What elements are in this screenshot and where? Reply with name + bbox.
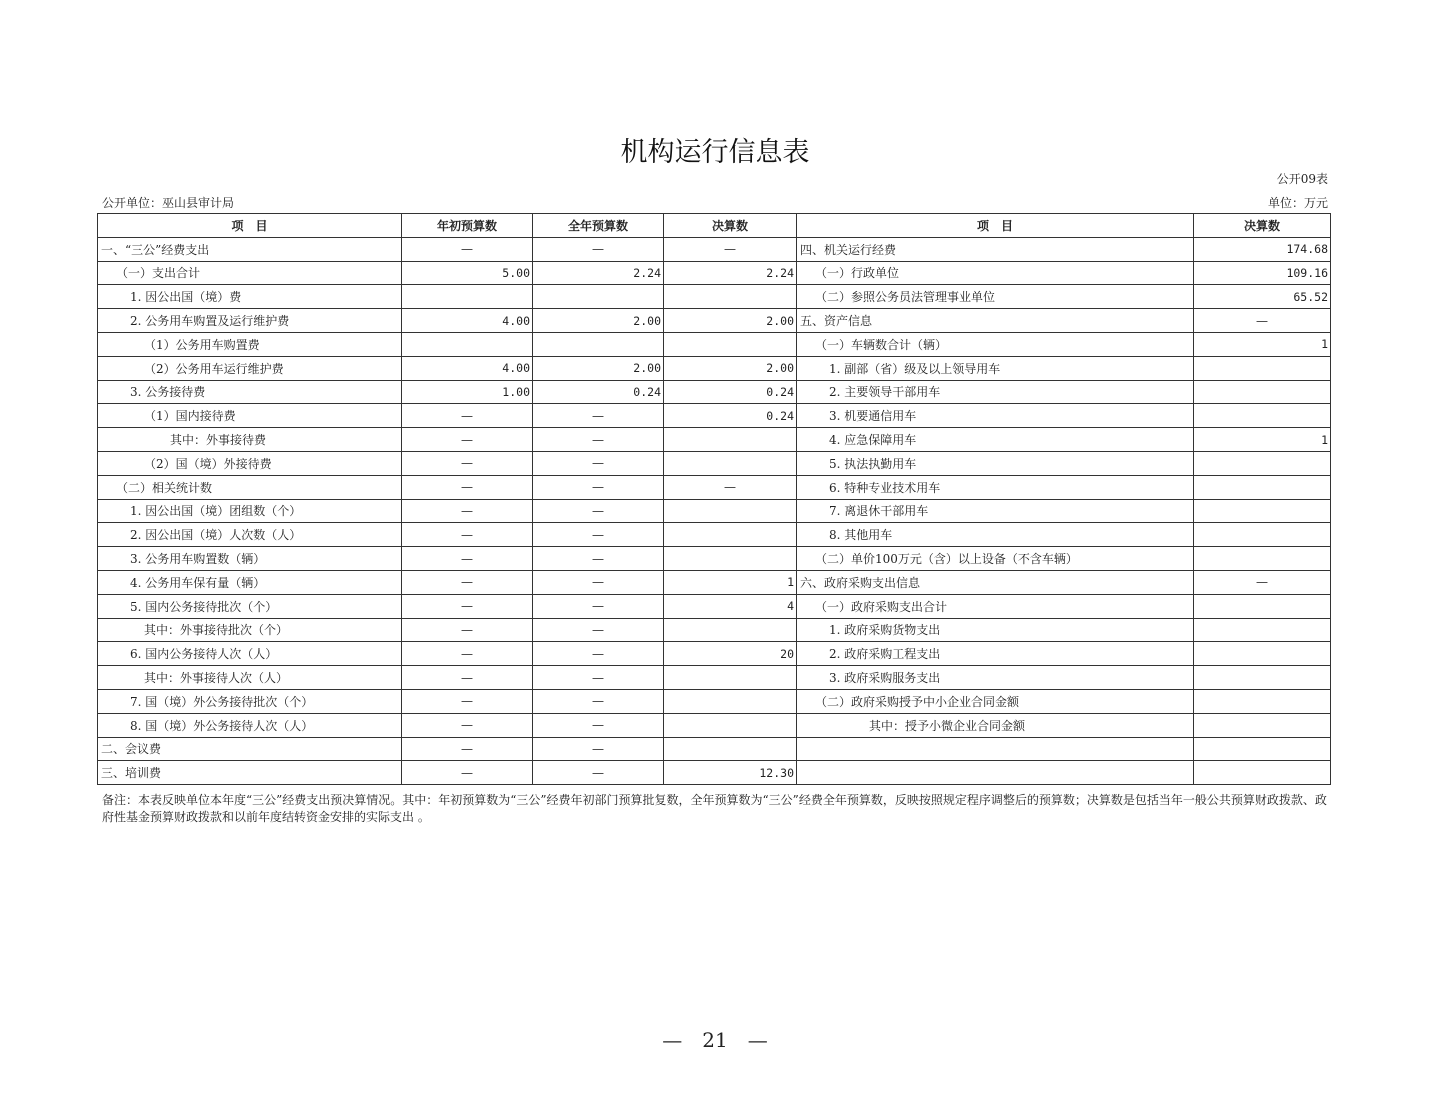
cell-initial-budget: — xyxy=(402,761,533,785)
cell-initial-budget: — xyxy=(402,237,533,261)
cell-initial-budget: — xyxy=(402,570,533,594)
header-final-account-right: 决算数 xyxy=(1194,214,1331,238)
cell-initial-budget: — xyxy=(402,404,533,428)
cell-final-account xyxy=(664,737,797,761)
cell-item-left: （二）相关统计数 xyxy=(98,475,402,499)
table-row xyxy=(98,594,1331,618)
cell-full-year-budget: — xyxy=(533,713,664,737)
cell-final-account: 4 xyxy=(664,594,797,618)
table-row xyxy=(98,570,1331,594)
cell-initial-budget: 5.00 xyxy=(402,261,533,285)
cell-final-account: 2.24 xyxy=(664,261,797,285)
cell-item-right: 4. 应急保障用车 xyxy=(797,428,1194,452)
cell-full-year-budget: — xyxy=(533,761,664,785)
cell-initial-budget: — xyxy=(402,499,533,523)
cell-final-account: 2.00 xyxy=(664,356,797,380)
cell-item-right: 其中：授予小微企业合同金额 xyxy=(797,713,1194,737)
cell-initial-budget: — xyxy=(402,547,533,571)
table-row xyxy=(98,404,1331,428)
cell-final-account: — xyxy=(664,475,797,499)
cell-item-right: 1. 副部（省）级及以上领导用车 xyxy=(797,356,1194,380)
cell-item-right: （二）政府采购授予中小企业合同金额 xyxy=(797,689,1194,713)
info-table xyxy=(97,213,1331,785)
page-title: 机构运行信息表 xyxy=(620,137,810,168)
cell-final-account-right: — xyxy=(1194,570,1331,594)
cell-item-left: 7. 国（境）外公务接待批次（个） xyxy=(98,689,402,713)
cell-full-year-budget: 2.00 xyxy=(533,356,664,380)
cell-initial-budget: — xyxy=(402,642,533,666)
cell-initial-budget: — xyxy=(402,737,533,761)
cell-final-account-right: 174.68 xyxy=(1194,237,1331,261)
cell-full-year-budget: — xyxy=(533,618,664,642)
cell-item-left: 6. 国内公务接待人次（人） xyxy=(98,642,402,666)
cell-final-account xyxy=(664,499,797,523)
cell-item-right: 8. 其他用车 xyxy=(797,523,1194,547)
cell-final-account xyxy=(664,666,797,690)
table-row xyxy=(98,499,1331,523)
cell-final-account-right xyxy=(1194,737,1331,761)
cell-item-right: 5. 执法执勤用车 xyxy=(797,451,1194,475)
cell-final-account xyxy=(664,428,797,452)
cell-item-left: （一）支出合计 xyxy=(98,261,402,285)
cell-final-account-right xyxy=(1194,475,1331,499)
cell-item-left: 1. 因公出国（境）费 xyxy=(98,285,402,309)
table-row xyxy=(98,285,1331,309)
cell-item-right: 1. 政府采购货物支出 xyxy=(797,618,1194,642)
currency-unit: 单位：万元 xyxy=(1267,196,1328,210)
header-item-right: 项 目 xyxy=(797,214,1194,238)
cell-item-left: 2. 公务用车购置及运行维护费 xyxy=(98,309,402,333)
cell-full-year-budget: — xyxy=(533,428,664,452)
cell-item-left: 4. 公务用车保有量（辆） xyxy=(98,570,402,594)
cell-initial-budget: — xyxy=(402,689,533,713)
cell-initial-budget xyxy=(402,332,533,356)
cell-full-year-budget: — xyxy=(533,737,664,761)
cell-full-year-budget xyxy=(533,332,664,356)
cell-initial-budget: 4.00 xyxy=(402,309,533,333)
header-final-account: 决算数 xyxy=(664,214,797,238)
cell-item-right: 五、资产信息 xyxy=(797,309,1194,333)
cell-item-right: （一）车辆数合计（辆） xyxy=(797,332,1194,356)
cell-full-year-budget: 2.00 xyxy=(533,309,664,333)
table-row xyxy=(98,761,1331,785)
cell-item-left: 3. 公务接待费 xyxy=(98,380,402,404)
cell-final-account-right: 109.16 xyxy=(1194,261,1331,285)
form-number: 公开09表 xyxy=(1276,172,1328,186)
cell-final-account-right xyxy=(1194,380,1331,404)
cell-final-account: 0.24 xyxy=(664,404,797,428)
cell-initial-budget: — xyxy=(402,666,533,690)
table-row xyxy=(98,547,1331,571)
cell-item-left: （1）公务用车购置费 xyxy=(98,332,402,356)
cell-item-left: 2. 因公出国（境）人次数（人） xyxy=(98,523,402,547)
cell-final-account xyxy=(664,332,797,356)
cell-final-account-right xyxy=(1194,547,1331,571)
cell-final-account: — xyxy=(664,237,797,261)
cell-item-right xyxy=(797,761,1194,785)
cell-final-account xyxy=(664,547,797,571)
cell-final-account-right xyxy=(1194,451,1331,475)
cell-final-account-right: 1 xyxy=(1194,332,1331,356)
table-row xyxy=(98,713,1331,737)
table-row xyxy=(98,666,1331,690)
table-row xyxy=(98,689,1331,713)
cell-final-account: 12.30 xyxy=(664,761,797,785)
cell-item-left: （1）国内接待费 xyxy=(98,404,402,428)
cell-full-year-budget: — xyxy=(533,642,664,666)
cell-item-right: （二）单价100万元（含）以上设备（不含车辆） xyxy=(797,547,1194,571)
cell-item-left: 3. 公务用车购置数（辆） xyxy=(98,547,402,571)
cell-final-account: 1 xyxy=(664,570,797,594)
cell-full-year-budget: — xyxy=(533,451,664,475)
table-row xyxy=(98,237,1331,261)
table-row xyxy=(98,737,1331,761)
table-row xyxy=(98,332,1331,356)
cell-item-left: 1. 因公出国（境）团组数（个） xyxy=(98,499,402,523)
cell-full-year-budget: — xyxy=(533,523,664,547)
cell-item-right: 3. 机要通信用车 xyxy=(797,404,1194,428)
table-row xyxy=(98,523,1331,547)
footnote: 备注：本表反映单位本年度“三公”经费支出预决算情况。其中：年初预算数为“三公”经费年初部门预算批复数，全年预算数为“三公”经费全年预算数，反映按照规定程序调整后的预算数；决算数是包括当年一般公共预算财政拨款、政府性基金预算财政拨款和以前年度结转资金安排的实际支出 。 xyxy=(102,793,1327,824)
cell-item-right xyxy=(797,737,1194,761)
cell-full-year-budget: — xyxy=(533,689,664,713)
cell-final-account-right xyxy=(1194,666,1331,690)
cell-item-right: 6. 特种专业技术用车 xyxy=(797,475,1194,499)
cell-full-year-budget: — xyxy=(533,475,664,499)
header-row xyxy=(98,214,1331,238)
cell-item-left: 其中：外事接待人次（人） xyxy=(98,666,402,690)
table-row xyxy=(98,475,1331,499)
table-row xyxy=(98,642,1331,666)
table-row xyxy=(98,356,1331,380)
cell-item-left: 二、会议费 xyxy=(98,737,402,761)
cell-full-year-budget: — xyxy=(533,547,664,571)
table-row xyxy=(98,618,1331,642)
table-row xyxy=(98,380,1331,404)
cell-final-account xyxy=(664,523,797,547)
cell-initial-budget: 1.00 xyxy=(402,380,533,404)
cell-item-right: 四、机关运行经费 xyxy=(797,237,1194,261)
cell-final-account-right xyxy=(1194,618,1331,642)
cell-item-left: 其中：外事接待费 xyxy=(98,428,402,452)
cell-full-year-budget: — xyxy=(533,237,664,261)
cell-full-year-budget xyxy=(533,285,664,309)
table-row xyxy=(98,428,1331,452)
cell-final-account-right xyxy=(1194,356,1331,380)
cell-initial-budget: 4.00 xyxy=(402,356,533,380)
cell-initial-budget: — xyxy=(402,594,533,618)
cell-item-right: 7. 离退休干部用车 xyxy=(797,499,1194,523)
reporting-unit: 公开单位：巫山县审计局 xyxy=(102,196,235,210)
header-item-left: 项 目 xyxy=(98,214,402,238)
cell-final-account-right xyxy=(1194,523,1331,547)
page-number: — 21 — xyxy=(662,1028,768,1052)
cell-final-account-right xyxy=(1194,594,1331,618)
cell-final-account: 20 xyxy=(664,642,797,666)
cell-final-account-right xyxy=(1194,404,1331,428)
cell-initial-budget: — xyxy=(402,475,533,499)
cell-full-year-budget: — xyxy=(533,570,664,594)
cell-item-right: 3. 政府采购服务支出 xyxy=(797,666,1194,690)
cell-final-account-right xyxy=(1194,761,1331,785)
cell-initial-budget: — xyxy=(402,428,533,452)
cell-final-account-right: 1 xyxy=(1194,428,1331,452)
cell-initial-budget: — xyxy=(402,713,533,737)
cell-full-year-budget: — xyxy=(533,499,664,523)
cell-final-account xyxy=(664,285,797,309)
cell-full-year-budget: — xyxy=(533,594,664,618)
cell-final-account-right xyxy=(1194,642,1331,666)
cell-initial-budget xyxy=(402,285,533,309)
header-initial-budget: 年初预算数 xyxy=(402,214,533,238)
cell-final-account-right: — xyxy=(1194,309,1331,333)
cell-item-left: 5. 国内公务接待批次（个） xyxy=(98,594,402,618)
cell-item-right: 2. 主要领导干部用车 xyxy=(797,380,1194,404)
cell-initial-budget: — xyxy=(402,451,533,475)
cell-final-account-right xyxy=(1194,689,1331,713)
cell-item-right: 2. 政府采购工程支出 xyxy=(797,642,1194,666)
cell-item-right: （二）参照公务员法管理事业单位 xyxy=(797,285,1194,309)
cell-final-account xyxy=(664,451,797,475)
cell-item-right: （一）行政单位 xyxy=(797,261,1194,285)
cell-item-right: （一）政府采购支出合计 xyxy=(797,594,1194,618)
cell-final-account-right xyxy=(1194,713,1331,737)
cell-item-right: 六、政府采购支出信息 xyxy=(797,570,1194,594)
table-row xyxy=(98,451,1331,475)
cell-final-account: 0.24 xyxy=(664,380,797,404)
table-row xyxy=(98,309,1331,333)
cell-final-account-right xyxy=(1194,499,1331,523)
cell-initial-budget: — xyxy=(402,618,533,642)
cell-item-left: （2）公务用车运行维护费 xyxy=(98,356,402,380)
cell-final-account: 2.00 xyxy=(664,309,797,333)
cell-item-left: 8. 国（境）外公务接待人次（人） xyxy=(98,713,402,737)
cell-final-account xyxy=(664,713,797,737)
cell-full-year-budget: 0.24 xyxy=(533,380,664,404)
header-full-year-budget: 全年预算数 xyxy=(533,214,664,238)
table-row xyxy=(98,261,1331,285)
cell-initial-budget: — xyxy=(402,523,533,547)
cell-final-account xyxy=(664,689,797,713)
cell-item-left: （2）国（境）外接待费 xyxy=(98,451,402,475)
cell-full-year-budget: 2.24 xyxy=(533,261,664,285)
cell-item-left: 其中：外事接待批次（个） xyxy=(98,618,402,642)
cell-final-account xyxy=(664,618,797,642)
cell-item-left: 三、培训费 xyxy=(98,761,402,785)
cell-full-year-budget: — xyxy=(533,404,664,428)
cell-final-account-right: 65.52 xyxy=(1194,285,1331,309)
cell-item-left: 一、“三公”经费支出 xyxy=(98,237,402,261)
cell-full-year-budget: — xyxy=(533,666,664,690)
